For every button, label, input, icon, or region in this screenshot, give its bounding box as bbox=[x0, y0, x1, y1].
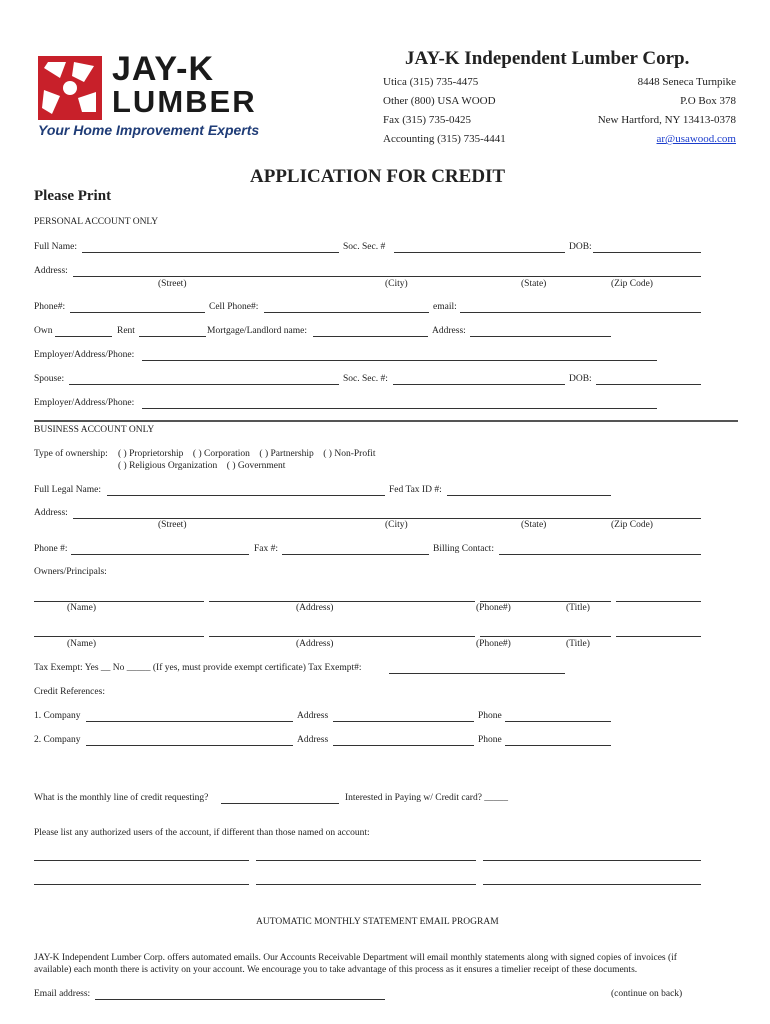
company-logo bbox=[38, 50, 288, 144]
phone-field[interactable] bbox=[70, 312, 205, 313]
company2-address-field[interactable] bbox=[333, 745, 474, 746]
address-pobox: P.O Box 378 bbox=[680, 95, 736, 107]
label-email-address: Email address: bbox=[34, 989, 91, 999]
label-legal-name: Full Legal Name: bbox=[34, 485, 102, 495]
authorized2-field[interactable] bbox=[256, 860, 476, 861]
logo-line1: JAY-K bbox=[112, 50, 215, 88]
cell-field[interactable] bbox=[264, 312, 429, 313]
label-address: Address: bbox=[34, 266, 68, 276]
label-credit-refs: Credit References: bbox=[34, 687, 105, 697]
label-company2-phone: Phone bbox=[478, 735, 502, 745]
label-full-name: Full Name: bbox=[34, 242, 78, 252]
company1-field[interactable] bbox=[86, 721, 293, 722]
label-own: Own bbox=[34, 326, 53, 336]
address2-field[interactable] bbox=[470, 336, 611, 337]
label-billing: Billing Contact: bbox=[433, 544, 494, 554]
rent-field[interactable] bbox=[139, 336, 206, 337]
label-ssn: Soc. Sec. # bbox=[343, 242, 386, 252]
owner2-caption-name: (Name) bbox=[67, 639, 97, 649]
label-ownership-type: Type of ownership: bbox=[34, 449, 108, 459]
contact-email-link[interactable]: ar@usawood.com bbox=[656, 133, 736, 145]
biz-address-field[interactable] bbox=[73, 518, 701, 519]
continue-on-back: (continue on back) bbox=[611, 989, 683, 999]
form-title: APPLICATION FOR CREDIT bbox=[250, 166, 506, 187]
spouse-field[interactable] bbox=[69, 384, 339, 385]
billing-field[interactable] bbox=[499, 554, 701, 555]
label-tax-exempt: Tax Exempt: Yes __ No _____ (If yes, must provide exempt certificate) Tax Exempt#: bbox=[34, 663, 362, 673]
label-biz-phone: Phone #: bbox=[34, 544, 68, 554]
caption-zip: (Zip Code) bbox=[611, 279, 653, 289]
authorized3-field[interactable] bbox=[483, 860, 701, 861]
owner2-caption-title: (Title) bbox=[566, 639, 590, 649]
owner2-caption-address: (Address) bbox=[296, 639, 334, 649]
email-program-title: AUTOMATIC MONTHLY STATEMENT EMAIL PROGRAM bbox=[256, 917, 499, 927]
logo-mark-icon bbox=[38, 56, 102, 120]
spouse-ssn-field[interactable] bbox=[393, 384, 565, 385]
legal-name-field[interactable] bbox=[107, 495, 385, 496]
ssn-field[interactable] bbox=[394, 252, 565, 253]
mortgage-field[interactable] bbox=[313, 336, 428, 337]
company1-phone-field[interactable] bbox=[505, 721, 611, 722]
biz-caption-street: (Street) bbox=[158, 520, 187, 530]
label-employer: Employer/Address/Phone: bbox=[34, 350, 135, 360]
contact-other: Other (800) USA WOOD bbox=[383, 95, 496, 107]
dob-field[interactable] bbox=[593, 252, 701, 253]
label-company2-address: Address bbox=[297, 735, 329, 745]
label-mortgage: Mortgage/Landlord name: bbox=[207, 326, 307, 336]
owner2-phone-field[interactable] bbox=[480, 636, 611, 637]
authorized1-field[interactable] bbox=[34, 860, 249, 861]
caption-street: (Street) bbox=[158, 279, 187, 289]
owner2-title-field[interactable] bbox=[616, 636, 701, 637]
owner2-name-field[interactable] bbox=[34, 636, 204, 637]
owner1-name-field[interactable] bbox=[34, 601, 204, 602]
label-authorized: Please list any authorized users of the account, if different than those named on account: bbox=[34, 828, 370, 838]
business-header: BUSINESS ACCOUNT ONLY bbox=[34, 425, 155, 435]
full-name-field[interactable] bbox=[82, 252, 339, 253]
label-company1: 1. Company bbox=[34, 711, 81, 721]
label-dob: DOB: bbox=[569, 242, 592, 252]
label-monthly-line: What is the monthly line of credit requesting? bbox=[34, 793, 209, 803]
logo-tagline: Your Home Improvement Experts bbox=[38, 122, 260, 138]
label-spouse-dob: DOB: bbox=[569, 374, 592, 384]
caption-city: (City) bbox=[385, 279, 408, 289]
section-divider bbox=[34, 420, 738, 422]
label-biz-fax: Fax #: bbox=[254, 544, 279, 554]
company2-phone-field[interactable] bbox=[505, 745, 611, 746]
email-program-text2: available) each month there is activity on your account. We encourage you to take advantage of this process as it ensures a timelier receipt of these documents. bbox=[34, 965, 638, 975]
ownership-options-1[interactable]: ( ) Proprietorship ( ) Corporation ( ) Partnership ( ) Non-Profit bbox=[118, 449, 376, 459]
biz-phone-field[interactable] bbox=[71, 554, 249, 555]
label-cell: Cell Phone#: bbox=[209, 302, 259, 312]
label-phone: Phone#: bbox=[34, 302, 66, 312]
label-rent: Rent bbox=[117, 326, 135, 336]
caption-state: (State) bbox=[521, 279, 547, 289]
email-field[interactable] bbox=[460, 312, 701, 313]
label-spouse-ssn: Soc. Sec. #: bbox=[343, 374, 388, 384]
tax-exempt-field[interactable] bbox=[389, 673, 565, 674]
biz-caption-city: (City) bbox=[385, 520, 408, 530]
fed-tax-field[interactable] bbox=[447, 495, 611, 496]
authorized6-field[interactable] bbox=[483, 884, 701, 885]
label-credit-card: Interested in Paying w/ Credit card? _____ bbox=[345, 793, 509, 803]
employer-field[interactable] bbox=[142, 360, 657, 361]
owner1-address-field[interactable] bbox=[209, 601, 475, 602]
label-email: email: bbox=[433, 302, 457, 312]
label-employer2: Employer/Address/Phone: bbox=[34, 398, 135, 408]
authorized5-field[interactable] bbox=[256, 884, 476, 885]
company2-field[interactable] bbox=[86, 745, 293, 746]
own-field[interactable] bbox=[55, 336, 112, 337]
owner1-caption-phone: (Phone#) bbox=[476, 603, 511, 613]
label-address2: Address: bbox=[432, 326, 466, 336]
owner1-caption-name: (Name) bbox=[67, 603, 97, 613]
biz-caption-state: (State) bbox=[521, 520, 547, 530]
contact-utica: Utica (315) 735-4475 bbox=[383, 76, 479, 88]
owner1-title-field[interactable] bbox=[616, 601, 701, 602]
owner1-caption-title: (Title) bbox=[566, 603, 590, 613]
contact-accounting: Accounting (315) 735-4441 bbox=[383, 133, 506, 145]
label-spouse: Spouse: bbox=[34, 374, 65, 384]
owner1-caption-address: (Address) bbox=[296, 603, 334, 613]
logo-line2: LUMBER bbox=[112, 84, 257, 119]
employer2-field[interactable] bbox=[142, 408, 657, 409]
biz-caption-zip: (Zip Code) bbox=[611, 520, 653, 530]
contact-fax: Fax (315) 735-0425 bbox=[383, 114, 471, 126]
label-company1-address: Address bbox=[297, 711, 329, 721]
monthly-line-field[interactable] bbox=[221, 803, 339, 804]
personal-header: PERSONAL ACCOUNT ONLY bbox=[34, 217, 159, 227]
address-field[interactable] bbox=[73, 276, 701, 277]
company-name: JAY-K Independent Lumber Corp. bbox=[405, 48, 690, 69]
authorized4-field[interactable] bbox=[34, 884, 249, 885]
label-fed-tax: Fed Tax ID #: bbox=[389, 485, 442, 495]
email-address-field[interactable] bbox=[95, 999, 385, 1000]
owner2-caption-phone: (Phone#) bbox=[476, 639, 511, 649]
spouse-dob-field[interactable] bbox=[596, 384, 701, 385]
label-owners: Owners/Principals: bbox=[34, 567, 107, 577]
address-city: New Hartford, NY 13413-0378 bbox=[597, 114, 736, 126]
label-company1-phone: Phone bbox=[478, 711, 502, 721]
address-street: 8448 Seneca Turnpike bbox=[637, 76, 736, 88]
company1-address-field[interactable] bbox=[333, 721, 474, 722]
biz-fax-field[interactable] bbox=[282, 554, 429, 555]
email-program-text1: JAY-K Independent Lumber Corp. offers automated emails. Our Accounts Receivable Department will email monthly statements along with signed copies of invoices (if bbox=[34, 953, 677, 963]
please-print: Please Print bbox=[34, 188, 112, 204]
label-biz-address: Address: bbox=[34, 508, 68, 518]
owner1-phone-field[interactable] bbox=[480, 601, 611, 602]
label-company2: 2. Company bbox=[34, 735, 81, 745]
owner2-address-field[interactable] bbox=[209, 636, 475, 637]
ownership-options-2[interactable]: ( ) Religious Organization ( ) Government bbox=[118, 461, 286, 471]
